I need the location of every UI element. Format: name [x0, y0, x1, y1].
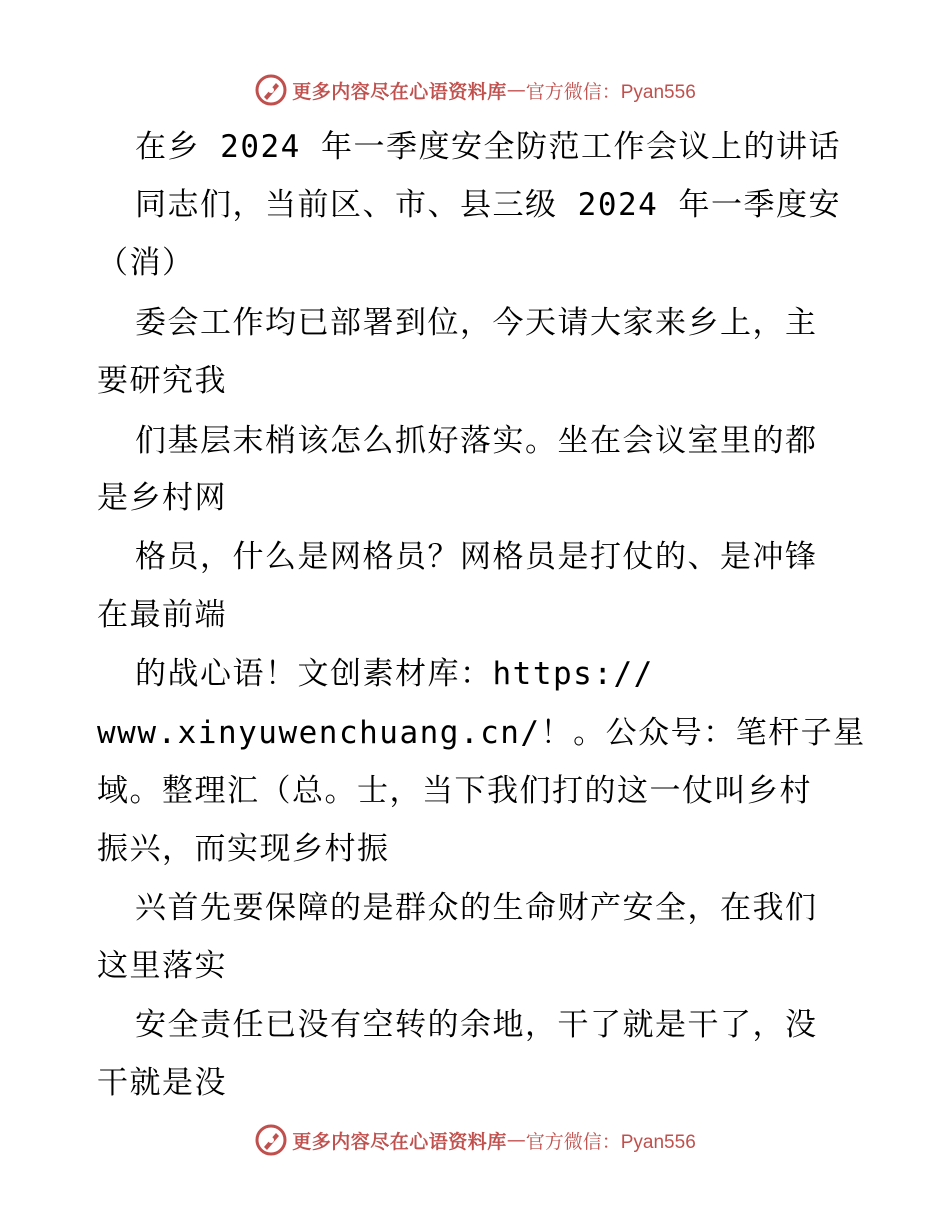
body-line: 是乡村网 [97, 480, 227, 516]
body-line: 域。整理汇（总。士，当下我们打的这一仗叫乡村 [97, 773, 812, 809]
body-line: 振兴，而实现乡村振 [97, 831, 390, 867]
document-title: 在乡 2024 年一季度安全防范工作会议上的讲话 [135, 129, 841, 165]
watermark-contact: 官方微信：Pyan556 [525, 1131, 696, 1153]
body-line: 干就是没 [97, 1065, 227, 1101]
footer-watermark [0, 1120, 950, 1160]
watermark-site: 更多内容尽在心语资料库 [292, 1130, 507, 1153]
body-line: 安全责任已没有空转的余地，干了就是干了，没 [135, 1007, 818, 1043]
body-line: （消） [97, 245, 195, 281]
body-line: 同志们，当前区、市、县三级 2024 年一季度安 [135, 187, 841, 223]
header-watermark [0, 70, 950, 110]
pen-logo-icon [254, 1123, 288, 1157]
body-line: 要研究我 [97, 363, 227, 399]
watermark-separator: — [506, 79, 526, 101]
body-line: www.xinyuwenchuang.cn/！。公众号：笔杆子星 [97, 715, 866, 751]
body-line: 委会工作均已部署到位，今天请大家来乡上，主 [135, 305, 818, 341]
body-line: 格员，什么是网格员？网格员是打仗的、是冲锋 [135, 539, 818, 575]
body-line: 这里落实 [97, 948, 227, 984]
watermark-site: 更多内容尽在心语资料库 [292, 80, 507, 103]
body-line: 兴首先要保障的是群众的生命财产安全，在我们 [135, 890, 818, 926]
body-line: 的战心语！文创素材库：https:// [135, 656, 654, 692]
watermark-contact: 官方微信：Pyan556 [525, 81, 696, 103]
body-line: 们基层末梢该怎么抓好落实。坐在会议室里的都 [135, 423, 818, 459]
body-line: 在最前端 [97, 597, 227, 633]
watermark-separator: — [506, 1129, 526, 1151]
pen-logo-icon [254, 73, 288, 107]
